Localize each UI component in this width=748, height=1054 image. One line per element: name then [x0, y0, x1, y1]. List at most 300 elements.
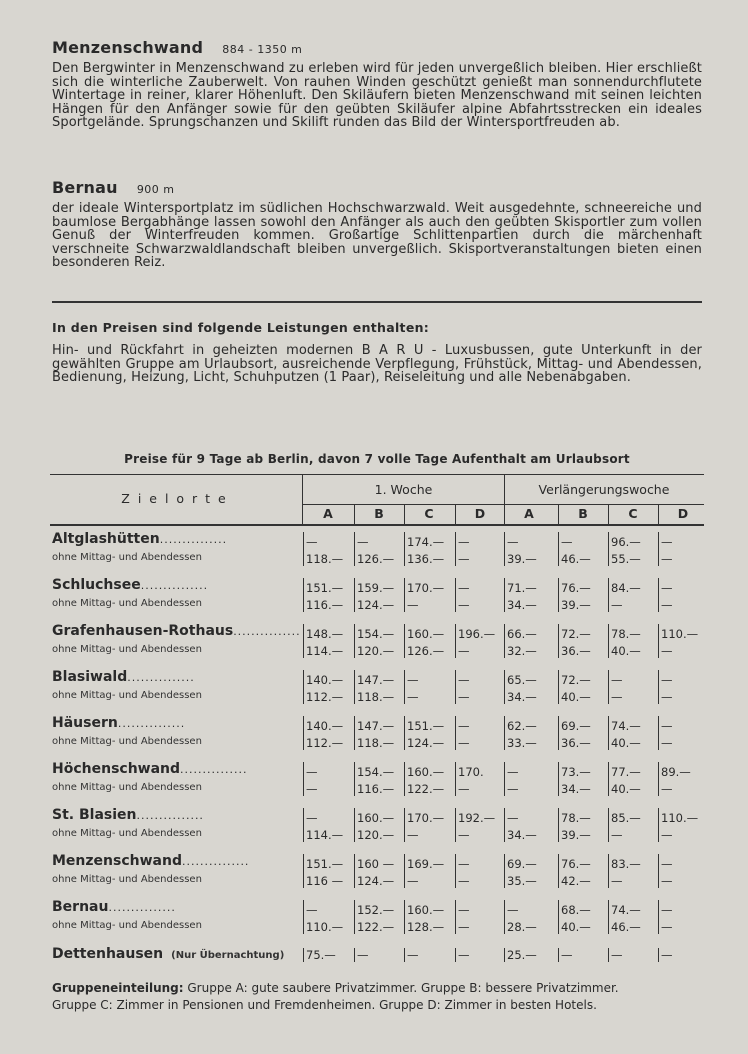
price-without-meals: 40.—	[611, 736, 641, 750]
table-col-divider	[558, 808, 559, 842]
table-col-divider	[504, 762, 505, 796]
destination-name: Blasiwald	[52, 669, 128, 685]
destination-note: ohne Mittag- und Abendessen	[52, 782, 202, 793]
price-without-meals: —	[661, 782, 673, 796]
price-full-board: 78.—	[611, 627, 641, 641]
price-full-board: —	[458, 673, 470, 687]
destination-name: Häusern	[52, 715, 118, 731]
table-col-divider	[354, 532, 355, 566]
price-without-meals: 136.—	[407, 552, 445, 566]
price-full-board: —	[507, 765, 519, 779]
price-without-meals: 124.—	[357, 598, 395, 612]
table-col-divider	[455, 624, 456, 658]
price-without-meals: —	[507, 782, 519, 796]
price-full-board: 83.—	[611, 857, 641, 871]
table-col-divider	[455, 670, 456, 704]
table-col-divider	[354, 854, 355, 888]
price-without-meals: 39.—	[507, 552, 537, 566]
leader-dots: ...............	[136, 809, 204, 822]
price-without-meals: —	[458, 920, 470, 934]
price-without-meals: 120.—	[357, 828, 395, 842]
leader-dots: ...............	[108, 901, 176, 914]
price-overnight-only: —	[458, 948, 470, 962]
price-without-meals: 40.—	[561, 690, 591, 704]
table-row-destination	[52, 532, 227, 547]
price-full-board: —	[611, 673, 623, 687]
table-row-destination	[52, 578, 208, 593]
table-col-divider	[608, 854, 609, 888]
price-overnight-only: 25.—	[507, 948, 537, 962]
price-without-meals: —	[661, 920, 673, 934]
table-col-divider	[658, 900, 659, 934]
table-col-divider	[455, 808, 456, 842]
table-header-bottom-rule	[50, 524, 704, 526]
price-without-meals: —	[661, 690, 673, 704]
table-caption: Preise für 9 Tage ab Berlin, davon 7 volle Tage Aufenthalt am Urlaubsort	[124, 452, 630, 466]
table-col-divider	[404, 670, 405, 704]
column-header-group-a: A	[524, 506, 534, 521]
price-without-meals: 40.—	[611, 782, 641, 796]
leader-dots: ...............	[140, 579, 209, 592]
table-col-divider	[658, 670, 659, 704]
table-col-divider	[354, 716, 355, 750]
destination-note: ohne Mittag- und Abendessen	[52, 874, 202, 885]
price-full-board: —	[507, 903, 519, 917]
table-col-divider	[658, 716, 659, 750]
price-full-board: 169.—	[407, 857, 445, 871]
group-legend-line-1	[52, 980, 704, 997]
price-full-board: 160.—	[407, 627, 445, 641]
price-without-meals: —	[458, 828, 470, 842]
destination-note: ohne Mittag- und Abendessen	[52, 552, 202, 563]
price-without-meals: 42.—	[561, 874, 591, 888]
price-overnight-only: —	[561, 948, 573, 962]
group-legend-label: Gruppeneinteilung:	[52, 981, 184, 995]
destination-note: ohne Mittag- und Abendessen	[52, 690, 202, 701]
table-col-divider	[455, 578, 456, 612]
table-col-divider	[504, 948, 505, 962]
price-full-board: —	[458, 581, 470, 595]
price-full-board: 140.—	[306, 673, 344, 687]
table-row-destination	[52, 808, 204, 823]
price-full-board: —	[407, 673, 419, 687]
price-without-meals: 55.—	[611, 552, 641, 566]
table-col-divider	[608, 762, 609, 796]
table-col-divider	[608, 948, 609, 962]
included-text: Hin- und Rückfahrt in geheizten modernen B A R U - Luxusbussen, gute Unterkunft in der gewählten Gruppe am Urlaubsort, ausreichende Verpflegung, Frühstück, Mittag- und Abendessen, Bedienung, Heizung, Licht, Schuhputzen (1 Paar), Reiseleitung und alle Nebenabgaben.	[52, 343, 702, 386]
price-without-meals: 39.—	[561, 828, 591, 842]
table-col-divider	[404, 762, 405, 796]
price-without-meals: 46.—	[561, 552, 591, 566]
column-header-zielorte: Z i e l o r t e	[121, 491, 228, 506]
table-col-divider	[404, 854, 405, 888]
table-col-divider	[303, 670, 304, 704]
table-col-divider	[354, 578, 355, 612]
price-full-board: 152.—	[357, 903, 395, 917]
price-without-meals: —	[661, 598, 673, 612]
price-full-board: —	[661, 903, 673, 917]
price-without-meals: 118.—	[357, 736, 395, 750]
bernau-text: der ideale Wintersportplatz im südlichen Hochschwarzwald. Weit ausgedehnte, schneereiche und baumlose Bergabhänge lassen sowohl den Anfänger als auch den geübten Skisportler zum vollen Genuß der Winterfreuden kommen. Großartige Schlittenpartien durch die märchenhaft verschneite Schwarzwaldlandschaft bleiben unvergeßlich. Skisportveranstaltungen bieten einen besonderen Reiz.	[52, 201, 702, 271]
price-full-board: 76.—	[561, 857, 591, 871]
destination-name: St. Blasien	[52, 807, 137, 823]
destination-note: ohne Mittag- und Abendessen	[52, 644, 202, 655]
table-col-divider	[658, 532, 659, 566]
price-without-meals: 34.—	[507, 828, 537, 842]
price-full-board: 96.—	[611, 535, 641, 549]
price-full-board: 84.—	[611, 581, 641, 595]
table-col-divider	[558, 854, 559, 888]
destination-name: Grafenhausen-Rothaus	[52, 623, 234, 639]
destination-name: Höchenschwand	[52, 761, 181, 777]
table-row-destination	[52, 762, 247, 777]
price-full-board: —	[507, 535, 519, 549]
table-col-divider	[558, 670, 559, 704]
table-row-destination	[52, 670, 195, 685]
table-col-divider	[658, 624, 659, 658]
table-col-divider	[303, 624, 304, 658]
price-full-board: 160.—	[407, 765, 445, 779]
price-full-board: 160.—	[357, 811, 395, 825]
destination-note: ohne Mittag- und Abendessen	[52, 920, 202, 931]
price-without-meals: 35.—	[507, 874, 537, 888]
price-without-meals: 112.—	[306, 690, 344, 704]
table-row-destination	[52, 624, 301, 639]
price-without-meals: 34.—	[507, 598, 537, 612]
leader-dots: ...............	[159, 533, 228, 546]
table-col-divider	[354, 948, 355, 962]
table-col-divider	[558, 624, 559, 658]
price-without-meals: —	[458, 644, 470, 658]
price-without-meals: —	[611, 874, 623, 888]
table-col-divider	[455, 716, 456, 750]
price-without-meals: 28.—	[507, 920, 537, 934]
table-col-divider	[354, 670, 355, 704]
price-without-meals: 40.—	[611, 644, 641, 658]
price-without-meals: 34.—	[561, 782, 591, 796]
table-col-divider	[455, 948, 456, 962]
price-full-board: 160 —	[357, 857, 395, 871]
price-full-board: 62.—	[507, 719, 537, 733]
leader-dots: ...............	[181, 855, 250, 868]
table-col-divider	[658, 578, 659, 612]
price-without-meals: 124.—	[357, 874, 395, 888]
table-col-divider	[404, 808, 405, 842]
price-overnight-only: 75.—	[306, 948, 336, 962]
table-col-divider	[608, 670, 609, 704]
price-full-board: 192.—	[458, 811, 496, 825]
price-full-board: 154.—	[357, 627, 395, 641]
table-col-divider	[504, 624, 505, 658]
price-full-board: 69.—	[507, 857, 537, 871]
price-full-board: —	[661, 673, 673, 687]
price-without-meals: —	[611, 598, 623, 612]
price-without-meals: —	[611, 690, 623, 704]
destination-name: Dettenhausen	[52, 946, 164, 962]
table-col-divider	[404, 532, 405, 566]
price-full-board: —	[661, 535, 673, 549]
price-without-meals: 34.—	[507, 690, 537, 704]
table-row-destination	[52, 900, 176, 915]
price-without-meals: 124.—	[407, 736, 445, 750]
price-full-board: 73.—	[561, 765, 591, 779]
column-group-extension-week: Verlängerungswoche	[538, 482, 670, 497]
price-full-board: 140.—	[306, 719, 344, 733]
table-col-divider	[504, 716, 505, 750]
table-col-divider	[558, 900, 559, 934]
price-without-meals: 40.—	[561, 920, 591, 934]
column-header-group-a: A	[323, 506, 333, 521]
price-without-meals: 126.—	[357, 552, 395, 566]
destination-name: Schluchsee	[52, 577, 141, 593]
price-without-meals: 122.—	[407, 782, 445, 796]
table-col-divider	[354, 808, 355, 842]
price-without-meals: —	[407, 598, 419, 612]
price-without-meals: —	[458, 552, 470, 566]
price-without-meals: 36.—	[561, 644, 591, 658]
price-full-board: 159.—	[357, 581, 395, 595]
price-overnight-only: —	[407, 948, 419, 962]
destination-name: Menzenschwand	[52, 853, 182, 869]
price-without-meals: —	[458, 782, 470, 796]
table-row-destination	[52, 716, 185, 731]
table-col-divider	[455, 854, 456, 888]
price-full-board: —	[306, 903, 318, 917]
table-col-divider	[303, 948, 304, 962]
price-full-board: 170.	[458, 765, 484, 779]
price-full-board: 78.—	[561, 811, 591, 825]
price-without-meals: —	[458, 598, 470, 612]
price-without-meals: 118.—	[357, 690, 395, 704]
table-col-divider	[404, 578, 405, 612]
price-without-meals: —	[407, 828, 419, 842]
table-col-divider	[404, 948, 405, 962]
price-without-meals: —	[458, 690, 470, 704]
price-without-meals: 110.—	[306, 920, 344, 934]
price-without-meals: 46.—	[611, 920, 641, 934]
price-full-board: 110.—	[661, 627, 699, 641]
table-row-destination	[52, 854, 249, 869]
column-header-group-d: D	[474, 506, 486, 521]
group-legend	[52, 980, 704, 1014]
table-col-divider	[658, 808, 659, 842]
price-without-meals: 126.—	[407, 644, 445, 658]
price-full-board: 66.—	[507, 627, 537, 641]
table-col-divider	[303, 532, 304, 566]
table-col-divider	[658, 762, 659, 796]
column-group-week-1: 1. Woche	[374, 482, 433, 497]
table-col-divider	[303, 762, 304, 796]
price-full-board: 77.—	[611, 765, 641, 779]
price-without-meals: —	[661, 736, 673, 750]
price-table	[50, 474, 704, 976]
table-col-divider	[354, 624, 355, 658]
group-legend-line-2: Gruppe C: Zimmer in Pensionen und Fremdenheimen. Gruppe D: Zimmer in besten Hotels.	[52, 998, 597, 1012]
table-col-divider	[558, 948, 559, 962]
price-full-board: 76.—	[561, 581, 591, 595]
column-header-group-c: C	[424, 506, 434, 521]
price-full-board: 154.—	[357, 765, 395, 779]
price-without-meals: 122.—	[357, 920, 395, 934]
price-full-board: 89.—	[661, 765, 691, 779]
price-full-board: 151.—	[407, 719, 445, 733]
price-full-board: 72.—	[561, 673, 591, 687]
price-without-meals: 39.—	[561, 598, 591, 612]
column-header-group-b: B	[374, 506, 384, 521]
price-full-board: 69.—	[561, 719, 591, 733]
column-header-group-c: C	[628, 506, 638, 521]
table-col-divider	[608, 624, 609, 658]
price-without-meals: 116 —	[306, 874, 344, 888]
price-without-meals: 120.—	[357, 644, 395, 658]
table-col-divider	[455, 762, 456, 796]
table-col-divider	[504, 532, 505, 566]
table-col-divider	[303, 854, 304, 888]
price-without-meals: —	[661, 644, 673, 658]
leader-dots: ...............	[127, 671, 195, 684]
price-full-board: 68.—	[561, 903, 591, 917]
table-col-divider	[303, 808, 304, 842]
table-col-divider	[608, 716, 609, 750]
price-full-board: 71.—	[507, 581, 537, 595]
table-col-divider	[455, 532, 456, 566]
included-section	[52, 320, 702, 385]
table-col-divider	[608, 532, 609, 566]
price-without-meals: 128.—	[407, 920, 445, 934]
price-full-board: —	[458, 719, 470, 733]
leader-dots: ...............	[180, 763, 248, 776]
leader-dots: ...............	[117, 717, 186, 730]
price-full-board: 74.—	[611, 903, 641, 917]
price-full-board: 147.—	[357, 719, 395, 733]
bernau-section	[52, 178, 702, 270]
table-col-divider	[558, 578, 559, 612]
price-full-board: 147.—	[357, 673, 395, 687]
table-col-divider	[608, 808, 609, 842]
price-without-meals: 32.—	[507, 644, 537, 658]
price-full-board: —	[306, 535, 318, 549]
table-row-dettenhausen	[52, 947, 284, 963]
menzenschwand-section	[52, 38, 702, 130]
price-overnight-only: —	[611, 948, 623, 962]
price-without-meals: —	[407, 874, 419, 888]
price-full-board: —	[357, 535, 369, 549]
price-full-board: 170.—	[407, 581, 445, 595]
price-without-meals: 118.—	[306, 552, 344, 566]
price-full-board: —	[661, 581, 673, 595]
price-full-board: —	[458, 857, 470, 871]
price-full-board: 174.—	[407, 535, 445, 549]
table-col-divider	[404, 716, 405, 750]
bernau-altitude: 900 m	[136, 183, 175, 196]
table-col-divider	[303, 716, 304, 750]
price-without-meals: 116.—	[357, 782, 395, 796]
price-full-board: 72.—	[561, 627, 591, 641]
price-without-meals: —	[458, 874, 470, 888]
destination-note: ohne Mittag- und Abendessen	[52, 828, 202, 839]
column-header-group-b: B	[578, 506, 588, 521]
menzenschwand-text: Den Bergwinter in Menzenschwand zu erleben wird für jeden unvergeßlich bleiben. Hier erschließt sich die winterliche Zauberwelt. Von rauhen Winden geschützt genießt man sonnendurchflutete Wintertage in reiner, klarer Höhenluft. Den Skiläufern bieten Menzenschwand mit seinen leichten Hängen für den Anfänger sowie für den geübten Skiläufer alpine Abfahrtsstrecken ein ideales Sportgelände. Sprungschanzen und Skilift runden das Bild der Wintersportfreuden ab.	[52, 61, 702, 131]
price-full-board: 151.—	[306, 581, 344, 595]
price-without-meals: —	[661, 828, 673, 842]
table-col-divider	[658, 948, 659, 962]
price-full-board: —	[458, 903, 470, 917]
price-without-meals: 36.—	[561, 736, 591, 750]
price-without-meals: —	[306, 782, 318, 796]
table-col-divider	[608, 900, 609, 934]
price-full-board: 160.—	[407, 903, 445, 917]
table-col-divider	[303, 578, 304, 612]
menzenschwand-altitude: 884 - 1350 m	[222, 43, 303, 56]
table-col-divider	[558, 532, 559, 566]
group-legend-ab: Gruppe A: gute saubere Privatzimmer. Gruppe B: bessere Privatzimmer.	[187, 981, 619, 995]
table-col-divider	[303, 900, 304, 934]
destination-note: ohne Mittag- und Abendessen	[52, 736, 202, 747]
price-overnight-only: —	[661, 948, 673, 962]
table-col-divider	[455, 900, 456, 934]
price-without-meals: 114.—	[306, 828, 344, 842]
table-col-divider	[504, 670, 505, 704]
table-col-divider	[404, 900, 405, 934]
price-without-meals: 112.—	[306, 736, 344, 750]
price-full-board: —	[306, 811, 318, 825]
price-full-board: —	[306, 765, 318, 779]
table-col-divider	[504, 808, 505, 842]
price-full-board: —	[661, 857, 673, 871]
included-title: In den Preisen sind folgende Leistungen enthalten:	[52, 320, 430, 335]
table-col-divider	[404, 624, 405, 658]
price-without-meals: —	[661, 874, 673, 888]
destination-name: Altglashütten	[52, 531, 160, 547]
table-col-divider	[558, 716, 559, 750]
price-full-board: 148.—	[306, 627, 344, 641]
column-header-group-d: D	[677, 506, 689, 521]
price-full-board: 151.—	[306, 857, 344, 871]
price-without-meals: —	[407, 690, 419, 704]
price-without-meals: 114.—	[306, 644, 344, 658]
price-full-board: —	[458, 535, 470, 549]
price-without-meals: —	[661, 552, 673, 566]
table-col-divider	[354, 762, 355, 796]
price-full-board: 196.—	[458, 627, 496, 641]
divider	[52, 301, 702, 303]
price-full-board: 85.—	[611, 811, 641, 825]
price-without-meals: 116.—	[306, 598, 344, 612]
price-full-board: 110.—	[661, 811, 699, 825]
leader-dots: ...............	[233, 625, 301, 638]
price-full-board: —	[561, 535, 573, 549]
table-top-rule	[50, 474, 704, 475]
price-without-meals: —	[458, 736, 470, 750]
table-col-divider	[608, 578, 609, 612]
table-col-divider	[504, 854, 505, 888]
price-without-meals: —	[611, 828, 623, 842]
menzenschwand-title: Menzenschwand	[52, 38, 204, 57]
price-full-board: —	[661, 719, 673, 733]
price-overnight-only: —	[357, 948, 369, 962]
bernau-title: Bernau	[52, 178, 118, 197]
price-full-board: —	[507, 811, 519, 825]
price-full-board: 65.—	[507, 673, 537, 687]
price-without-meals: 33.—	[507, 736, 537, 750]
price-full-board: 74.—	[611, 719, 641, 733]
table-col-divider	[504, 578, 505, 612]
table-col-divider	[658, 854, 659, 888]
dettenhausen-note: (Nur Übernachtung)	[171, 950, 285, 961]
table-col-divider	[354, 900, 355, 934]
destination-name: Bernau	[52, 899, 109, 915]
destination-note: ohne Mittag- und Abendessen	[52, 598, 202, 609]
